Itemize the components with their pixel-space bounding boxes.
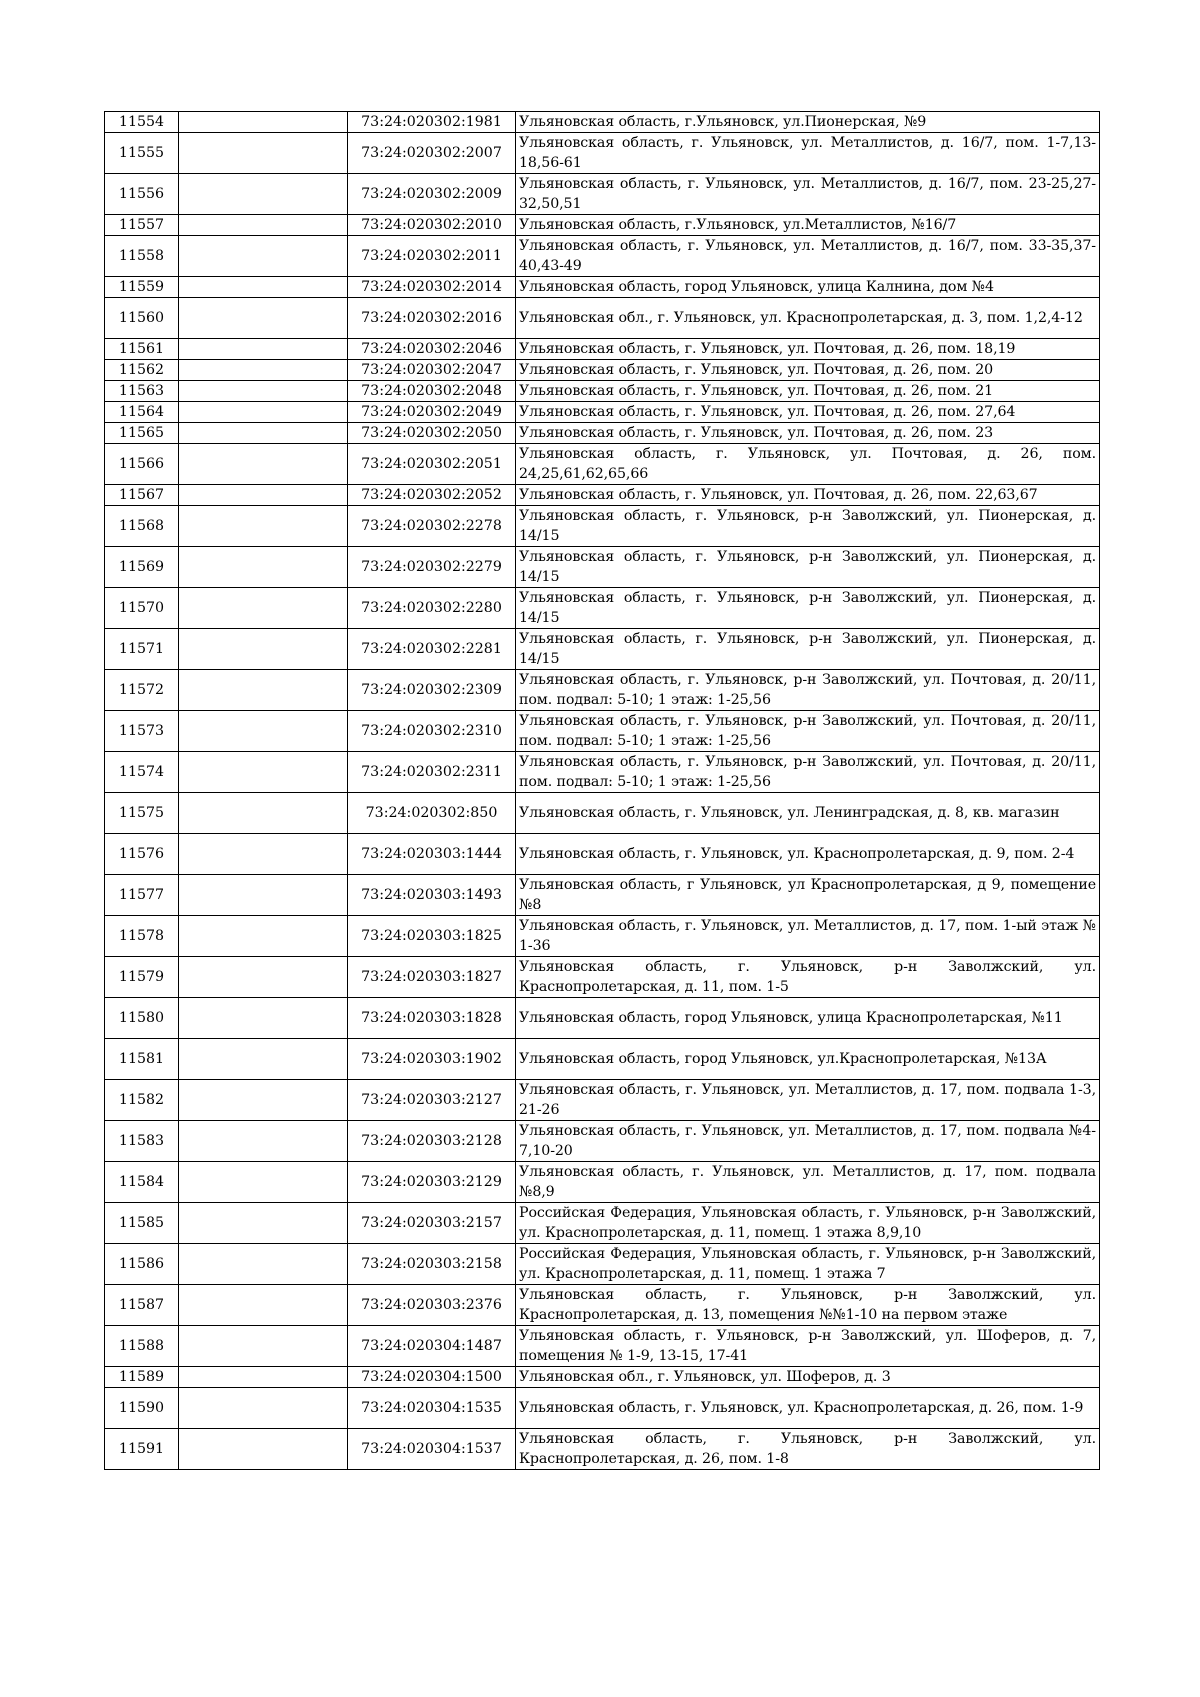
table-row	[105, 402, 1100, 423]
table-row	[105, 506, 1100, 547]
address-cell: Ульяновская область, город Ульяновск, улица Краснопролетарская, №11	[516, 998, 1100, 1039]
row-number-cell: 11576	[105, 834, 179, 875]
table-body	[105, 112, 1100, 1470]
cadastral-number-cell: 73:24:020303:1828	[348, 998, 516, 1039]
cadastral-number-cell: 73:24:020303:1493	[348, 875, 516, 916]
row-number-cell: 11587	[105, 1285, 179, 1326]
blank-cell	[179, 444, 348, 485]
blank-cell	[179, 423, 348, 444]
blank-cell	[179, 215, 348, 236]
address-cell: Ульяновская область, г. Ульяновск, р-н Заволжский, ул. Почтовая, д. 20/11, пом. подвал: 5-10; 1 этаж: 1-25,56	[516, 711, 1100, 752]
table-row	[105, 588, 1100, 629]
cadastral-number-cell: 73:24:020302:2311	[348, 752, 516, 793]
cadastral-number-cell: 73:24:020304:1537	[348, 1429, 516, 1470]
address-cell: Ульяновская область, г. Ульяновск, р-н Заволжский, ул. Краснопролетарская, д. 13, помещения №№1-10 на первом этаже	[516, 1285, 1100, 1326]
table-row	[105, 381, 1100, 402]
cadastral-number-cell: 73:24:020303:2158	[348, 1244, 516, 1285]
address-cell: Ульяновская область, г. Ульяновск, ул. Почтовая, д. 26, пом. 18,19	[516, 339, 1100, 360]
blank-cell	[179, 1080, 348, 1121]
blank-cell	[179, 381, 348, 402]
address-cell: Ульяновская область, г. Ульяновск, ул. Краснопролетарская, д. 26, пом. 1-9	[516, 1388, 1100, 1429]
cadastral-number-cell: 73:24:020304:1535	[348, 1388, 516, 1429]
blank-cell	[179, 1367, 348, 1388]
table-row	[105, 875, 1100, 916]
address-cell: Ульяновская область, г. Ульяновск, ул. Металлистов, д. 16/7, пом. 1-7,13-18,56-61	[516, 133, 1100, 174]
blank-cell	[179, 1326, 348, 1367]
cadastral-number-cell: 73:24:020304:1487	[348, 1326, 516, 1367]
address-cell: Российская Федерация, Ульяновская область, г. Ульяновск, р-н Заволжский, ул. Краснопролетарская, д. 11, помещ. 1 этажа 8,9,10	[516, 1203, 1100, 1244]
blank-cell	[179, 1121, 348, 1162]
address-cell: Ульяновская область, город Ульяновск, ул.Краснопролетарская, №13А	[516, 1039, 1100, 1080]
address-cell: Ульяновская область, г. Ульяновск, р-н Заволжский, ул. Шоферов, д. 7, помещения № 1-9, 13-15, 17-41	[516, 1326, 1100, 1367]
blank-cell	[179, 339, 348, 360]
cadastral-number-cell: 73:24:020302:2052	[348, 485, 516, 506]
address-cell: Ульяновская область, г.Ульяновск, ул.Пионерская, №9	[516, 112, 1100, 133]
blank-cell	[179, 1203, 348, 1244]
table-row	[105, 215, 1100, 236]
row-number-cell: 11568	[105, 506, 179, 547]
table-row	[105, 1326, 1100, 1367]
blank-cell	[179, 1244, 348, 1285]
cadastral-number-cell: 73:24:020303:1444	[348, 834, 516, 875]
blank-cell	[179, 1162, 348, 1203]
row-number-cell: 11559	[105, 277, 179, 298]
cadastral-number-cell: 73:24:020303:1902	[348, 1039, 516, 1080]
blank-cell	[179, 506, 348, 547]
table-row	[105, 752, 1100, 793]
address-cell: Ульяновская область, г. Ульяновск, ул. Почтовая, д. 26, пом. 21	[516, 381, 1100, 402]
address-cell: Ульяновская область, г. Ульяновск, ул. Почтовая, д. 26, пом. 24,25,61,62,65,66	[516, 444, 1100, 485]
cadastral-number-cell: 73:24:020302:1981	[348, 112, 516, 133]
table-row	[105, 485, 1100, 506]
row-number-cell: 11560	[105, 298, 179, 339]
blank-cell	[179, 834, 348, 875]
address-cell: Ульяновская область, г. Ульяновск, ул. Металлистов, д. 17, пом. 1-ый этаж № 1-36	[516, 916, 1100, 957]
address-cell: Ульяновская область, г. Ульяновск, р-н Заволжский, ул. Краснопролетарская, д. 26, пом. 1-8	[516, 1429, 1100, 1470]
table-row	[105, 998, 1100, 1039]
table-row	[105, 1039, 1100, 1080]
cadastral-number-cell: 73:24:020302:2280	[348, 588, 516, 629]
row-number-cell: 11575	[105, 793, 179, 834]
blank-cell	[179, 485, 348, 506]
blank-cell	[179, 112, 348, 133]
row-number-cell: 11564	[105, 402, 179, 423]
table-row	[105, 1367, 1100, 1388]
cadastral-number-cell: 73:24:020302:2016	[348, 298, 516, 339]
row-number-cell: 11563	[105, 381, 179, 402]
blank-cell	[179, 588, 348, 629]
row-number-cell: 11567	[105, 485, 179, 506]
cadastral-number-cell: 73:24:020302:2049	[348, 402, 516, 423]
row-number-cell: 11556	[105, 174, 179, 215]
cadastral-number-cell: 73:24:020303:2127	[348, 1080, 516, 1121]
cadastral-number-cell: 73:24:020302:2279	[348, 547, 516, 588]
blank-cell	[179, 916, 348, 957]
address-cell: Ульяновская обл., г. Ульяновск, ул. Краснопролетарская, д. 3, пом. 1,2,4-12	[516, 298, 1100, 339]
table-row	[105, 1388, 1100, 1429]
cadastral-number-cell: 73:24:020303:2376	[348, 1285, 516, 1326]
row-number-cell: 11578	[105, 916, 179, 957]
cadastral-number-cell: 73:24:020302:2011	[348, 236, 516, 277]
blank-cell	[179, 1388, 348, 1429]
blank-cell	[179, 298, 348, 339]
address-cell: Ульяновская обл., г. Ульяновск, ул. Шоферов, д. 3	[516, 1367, 1100, 1388]
address-cell: Ульяновская область, г.Ульяновск, ул.Металлистов, №16/7	[516, 215, 1100, 236]
row-number-cell: 11577	[105, 875, 179, 916]
table-row	[105, 670, 1100, 711]
row-number-cell: 11571	[105, 629, 179, 670]
cadastral-number-cell: 73:24:020303:2129	[348, 1162, 516, 1203]
cadastral-number-cell: 73:24:020302:850	[348, 793, 516, 834]
table-row	[105, 1285, 1100, 1326]
table-row	[105, 236, 1100, 277]
blank-cell	[179, 547, 348, 588]
address-cell: Ульяновская область, г. Ульяновск, р-н Заволжский, ул. Пионерская, д. 14/15	[516, 588, 1100, 629]
address-cell: Ульяновская область, г. Ульяновск, ул. Почтовая, д. 26, пом. 27,64	[516, 402, 1100, 423]
table-row	[105, 423, 1100, 444]
table-row	[105, 277, 1100, 298]
table-row	[105, 1080, 1100, 1121]
cadastral-number-cell: 73:24:020302:2007	[348, 133, 516, 174]
row-number-cell: 11565	[105, 423, 179, 444]
cadastral-number-cell: 73:24:020303:1827	[348, 957, 516, 998]
cadastral-number-cell: 73:24:020303:2128	[348, 1121, 516, 1162]
table-row	[105, 834, 1100, 875]
blank-cell	[179, 133, 348, 174]
cadastral-number-cell: 73:24:020302:2009	[348, 174, 516, 215]
table-row	[105, 547, 1100, 588]
row-number-cell: 11581	[105, 1039, 179, 1080]
cadastral-number-cell: 73:24:020302:2014	[348, 277, 516, 298]
blank-cell	[179, 1039, 348, 1080]
table-row	[105, 360, 1100, 381]
cadastral-number-cell: 73:24:020302:2050	[348, 423, 516, 444]
blank-cell	[179, 957, 348, 998]
row-number-cell: 11580	[105, 998, 179, 1039]
row-number-cell: 11585	[105, 1203, 179, 1244]
cadastral-number-cell: 73:24:020302:2010	[348, 215, 516, 236]
table-row	[105, 793, 1100, 834]
table-row	[105, 1244, 1100, 1285]
row-number-cell: 11562	[105, 360, 179, 381]
blank-cell	[179, 277, 348, 298]
cadastral-number-cell: 73:24:020302:2278	[348, 506, 516, 547]
row-number-cell: 11557	[105, 215, 179, 236]
address-cell: Ульяновская область, г. Ульяновск, ул. Ленинградская, д. 8, кв. магазин	[516, 793, 1100, 834]
cadastral-number-cell: 73:24:020302:2048	[348, 381, 516, 402]
row-number-cell: 11586	[105, 1244, 179, 1285]
address-cell: Ульяновская область, г. Ульяновск, р-н Заволжский, ул. Краснопролетарская, д. 11, пом. 1-5	[516, 957, 1100, 998]
blank-cell	[179, 711, 348, 752]
table-row	[105, 339, 1100, 360]
row-number-cell: 11583	[105, 1121, 179, 1162]
row-number-cell: 11588	[105, 1326, 179, 1367]
blank-cell	[179, 360, 348, 381]
address-cell: Ульяновская область, г. Ульяновск, ул. Металлистов, д. 17, пом. подвала №4-7,10-20	[516, 1121, 1100, 1162]
cadastral-number-cell: 73:24:020304:1500	[348, 1367, 516, 1388]
row-number-cell: 11573	[105, 711, 179, 752]
blank-cell	[179, 629, 348, 670]
blank-cell	[179, 1285, 348, 1326]
cadastral-number-cell: 73:24:020303:1825	[348, 916, 516, 957]
blank-cell	[179, 670, 348, 711]
address-cell: Ульяновская область, г. Ульяновск, ул. Металлистов, д. 17, пом. подвала №8,9	[516, 1162, 1100, 1203]
table-row	[105, 298, 1100, 339]
table-row	[105, 133, 1100, 174]
table-row	[105, 112, 1100, 133]
cadastral-number-cell: 73:24:020302:2309	[348, 670, 516, 711]
row-number-cell: 11561	[105, 339, 179, 360]
property-registry-table	[104, 111, 1100, 1470]
blank-cell	[179, 752, 348, 793]
table-row	[105, 916, 1100, 957]
cadastral-number-cell: 73:24:020302:2051	[348, 444, 516, 485]
blank-cell	[179, 236, 348, 277]
table-row	[105, 957, 1100, 998]
blank-cell	[179, 793, 348, 834]
cadastral-number-cell: 73:24:020302:2046	[348, 339, 516, 360]
row-number-cell: 11574	[105, 752, 179, 793]
blank-cell	[179, 998, 348, 1039]
address-cell: Ульяновская область, г. Ульяновск, р-н Заволжский, ул. Пионерская, д. 14/15	[516, 547, 1100, 588]
blank-cell	[179, 174, 348, 215]
address-cell: Ульяновская область, г. Ульяновск, ул. Краснопролетарская, д. 9, пом. 2-4	[516, 834, 1100, 875]
row-number-cell: 11554	[105, 112, 179, 133]
row-number-cell: 11570	[105, 588, 179, 629]
address-cell: Ульяновская область, г. Ульяновск, ул. Металлистов, д. 17, пом. подвала 1-3, 21-26	[516, 1080, 1100, 1121]
row-number-cell: 11579	[105, 957, 179, 998]
address-cell: Ульяновская область, г. Ульяновск, ул. Металлистов, д. 16/7, пом. 33-35,37-40,43-49	[516, 236, 1100, 277]
address-cell: Российская Федерация, Ульяновская область, г. Ульяновск, р-н Заволжский, ул. Краснопролетарская, д. 11, помещ. 1 этажа 7	[516, 1244, 1100, 1285]
row-number-cell: 11555	[105, 133, 179, 174]
row-number-cell: 11589	[105, 1367, 179, 1388]
address-cell: Ульяновская область, г. Ульяновск, ул. Металлистов, д. 16/7, пом. 23-25,27-32,50,51	[516, 174, 1100, 215]
table-row	[105, 1162, 1100, 1203]
row-number-cell: 11558	[105, 236, 179, 277]
table-row	[105, 629, 1100, 670]
row-number-cell: 11584	[105, 1162, 179, 1203]
table-row	[105, 174, 1100, 215]
address-cell: Ульяновская область, г Ульяновск, ул Краснопролетарская, д 9, помещение №8	[516, 875, 1100, 916]
address-cell: Ульяновская область, г. Ульяновск, ул. Почтовая, д. 26, пом. 23	[516, 423, 1100, 444]
row-number-cell: 11591	[105, 1429, 179, 1470]
table-row	[105, 1429, 1100, 1470]
row-number-cell: 11590	[105, 1388, 179, 1429]
address-cell: Ульяновская область, город Ульяновск, улица Калнина, дом №4	[516, 277, 1100, 298]
table-row	[105, 1121, 1100, 1162]
cadastral-number-cell: 73:24:020302:2310	[348, 711, 516, 752]
address-cell: Ульяновская область, г. Ульяновск, р-н Заволжский, ул. Пионерская, д. 14/15	[516, 506, 1100, 547]
table-row	[105, 444, 1100, 485]
row-number-cell: 11582	[105, 1080, 179, 1121]
blank-cell	[179, 402, 348, 423]
address-cell: Ульяновская область, г. Ульяновск, р-н Заволжский, ул. Почтовая, д. 20/11, пом. подвал: 5-10; 1 этаж: 1-25,56	[516, 670, 1100, 711]
row-number-cell: 11566	[105, 444, 179, 485]
table-row	[105, 1203, 1100, 1244]
blank-cell	[179, 1429, 348, 1470]
row-number-cell: 11572	[105, 670, 179, 711]
address-cell: Ульяновская область, г. Ульяновск, р-н Заволжский, ул. Пионерская, д. 14/15	[516, 629, 1100, 670]
address-cell: Ульяновская область, г. Ульяновск, р-н Заволжский, ул. Почтовая, д. 20/11, пом. подвал: 5-10; 1 этаж: 1-25,56	[516, 752, 1100, 793]
address-cell: Ульяновская область, г. Ульяновск, ул. Почтовая, д. 26, пом. 20	[516, 360, 1100, 381]
row-number-cell: 11569	[105, 547, 179, 588]
cadastral-number-cell: 73:24:020302:2047	[348, 360, 516, 381]
cadastral-number-cell: 73:24:020303:2157	[348, 1203, 516, 1244]
address-cell: Ульяновская область, г. Ульяновск, ул. Почтовая, д. 26, пом. 22,63,67	[516, 485, 1100, 506]
blank-cell	[179, 875, 348, 916]
table-row	[105, 711, 1100, 752]
cadastral-number-cell: 73:24:020302:2281	[348, 629, 516, 670]
